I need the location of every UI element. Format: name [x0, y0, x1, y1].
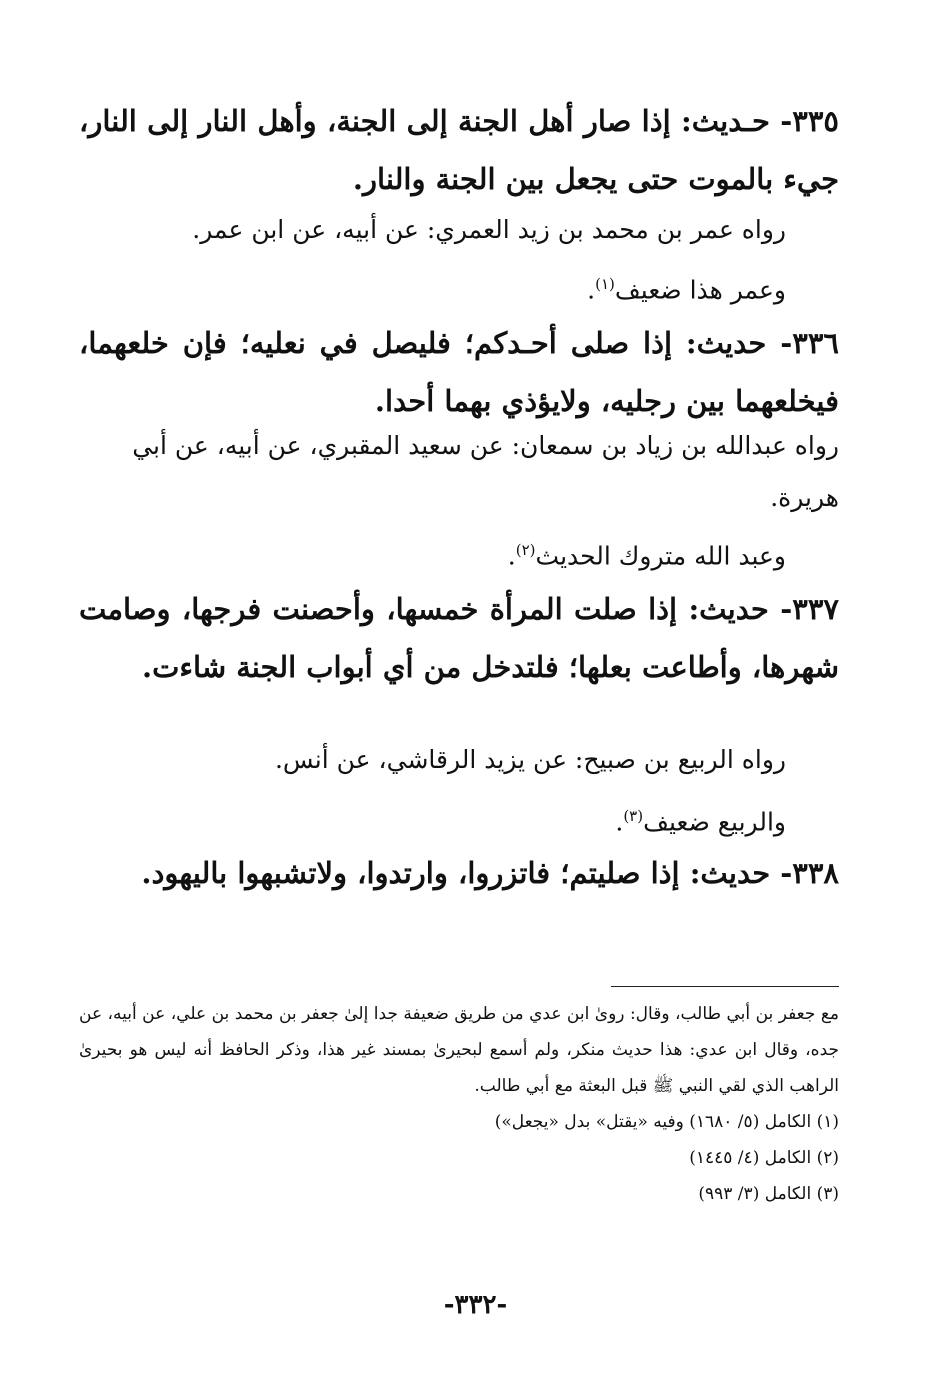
footnotes	[79, 996, 839, 1212]
footnote-3: (٣) الكامل (٣/ ٩٩٣)	[698, 1184, 839, 1204]
hadith-335	[79, 92, 839, 208]
footnote-1: (١) الكامل (٥/ ١٦٨٠) وفيه «يقتل» بدل «يجعل»)	[494, 1112, 839, 1132]
hadith-number: ٣٣٧- حديث	[699, 592, 839, 626]
footnote-divider	[611, 986, 839, 987]
hadith-text: : إذا صلت المرأة خمسها، وأحصنت فرجها، وصامت شهرها، وأطاعت بعلها؛ فلتدخل من أي أبواب الجنة شاءت.	[79, 592, 839, 684]
hadith-number: ٣٣٨- حديث	[700, 856, 839, 890]
footnote-ref: (٣)	[623, 807, 644, 825]
grading-text: والربيع ضعيف	[643, 807, 786, 837]
grading-text: وعمر هذا ضعيف	[614, 275, 786, 305]
page-number: -٣٣٢-	[443, 1290, 508, 1320]
footnote-ref: (٢)	[515, 541, 536, 559]
footnote-continuation: مع جعفر بن أبي طالب، وقال: روىٰ ابن عدي من طريق ضعيفة جدا إلىٰ جعفر بن محمد بن علي، عن أبيه، عن جده، وقال ابن عدي: هذا حديث منكر، ولم أسمع لبحيرىٰ بمسند غير هذا، وذكر الحافظ أنه ليس هو بحيرىٰ الراهب الذي لقي النبي ﷺ قبل البعثة مع أبي طالب.	[79, 1004, 839, 1096]
hadith-text: : إذا صليتم؛ فاتزروا، وارتدوا، ولاتشبهوا باليهود.	[141, 856, 701, 890]
grading-337: والربيع ضعيف$^{(٣)}$.	[615, 807, 786, 837]
narration-335: رواه عمر بن محمد بن زيد العمري: عن أبيه، عن ابن عمر.	[192, 215, 786, 244]
hadith-number: ٣٣٥- حـديث	[691, 104, 839, 138]
hadith-337	[79, 580, 839, 696]
narration-337: رواه الربيع بن صبيح: عن يزيد الرقاشي، عن أنس.	[274, 745, 786, 774]
footnote-ref: (١)	[595, 275, 615, 293]
grading-335: وعمر هذا ضعيف$^{(١)}$.	[587, 275, 786, 305]
footnote-2: (٢) الكامل (٤/ ١٤٤٥)	[689, 1148, 839, 1168]
hadith-336	[79, 314, 839, 430]
hadith-text: : إذا صلى أحـدكم؛ فليصل في نعليه؛ فإن خلعهما، فيخلعهما بين رجليه، ولايؤذي بهما أحدا.	[79, 326, 839, 418]
hadith-338	[79, 844, 839, 902]
hadith-number: ٣٣٦- حديث	[696, 326, 839, 360]
narration-336: رواه عبدالله بن زياد بن سمعان: عن سعيد المقبري، عن أبيه، عن أبي هريرة.	[132, 431, 839, 512]
grading-336: وعبد الله متروك الحديث$^{(٢)}$.	[507, 541, 786, 571]
grading-text: وعبد الله متروك الحديث	[535, 541, 786, 571]
hadith-text: : إذا صار أهل الجنة إلى الجنة، وأهل النار إلى النار، جيء بالموت حتى يجعل بين الجنة والنار.	[79, 104, 839, 196]
